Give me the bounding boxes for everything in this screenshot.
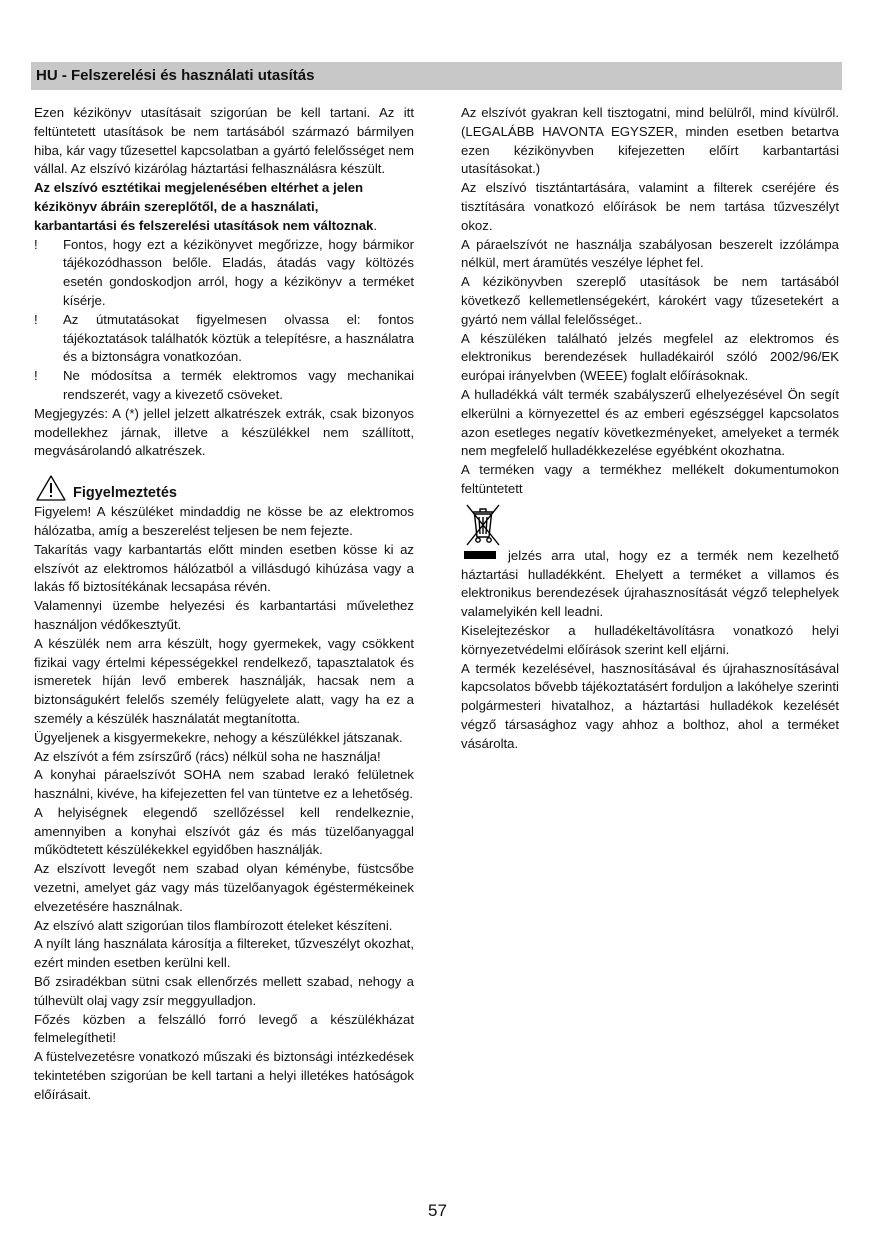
bullet-item	[34, 367, 414, 405]
black-bar-mark	[464, 551, 496, 559]
warning-paragraph: A nyílt láng használata károsítja a filtereket, tűzveszélyt okozhat, ezért minden esetben kerülni kell.	[34, 936, 414, 971]
warning-paragraph: Ügyeljenek a kisgyermekekre, nehogy a készülékkel játszanak.	[34, 729, 403, 745]
right-paragraph: A termék kezelésével, hasznosításával és újrahasznosításával kapcsolatos bővebb tájékoztatásért forduljon a lakóhelye szerinti polgármesteri hivatalhoz, a háztartási hulladékok kezelését végző társasághoz vagy ahhoz a bolthoz, ahol a terméket vásárolta.	[461, 660, 839, 751]
crossed-out-bin-icon	[463, 501, 503, 547]
right-paragraph: A hulladékká vált termék szabályszerű elhelyezésével Ön segít elkerülni a környezettel és az emberi egészséggel kapcsolatos azon esetleges negatív következményeket, amelyeket a termék nem megfelelő hulladékkezelése egyébként okozhatna.	[461, 386, 839, 459]
section-header-bar	[31, 62, 842, 90]
weee-symbol-wrap	[461, 501, 839, 547]
warning-paragraph: A konyhai páraelszívót SOHA nem szabad lerakó felületnek használni, kivéve, ha kifejezetten fel van tüntetve ez a lehetőség.	[34, 767, 414, 802]
intro-paragraph: Ezen kézikönyv utasításait szigorúan be kell tartani. Az itt feltüntetett utasítások be nem tartásából származó bármilyen hiba, kár vagy tűzesettel kapcsolatban a gyártó felelősséget nem vállal. Az elszívó kizárólag háztartási felhasználásra készült.	[34, 105, 414, 177]
right-paragraph: A készüléken található jelzés megfelel az elektromos és elektronikus berendezések hulladékairól szóló 2002/96/EK európai irányelvben (WEEE) foglalt előírásoknak.	[461, 330, 839, 384]
right-paragraph: Az elszívó tisztántartására, valamint a filterek cseréjére és tisztítására vonatkozó előírások be nem tartása tűzveszélyt okoz.	[461, 180, 839, 233]
warning-title: Figyelmeztetés	[73, 485, 177, 502]
warning-paragraph: Az elszívó alatt szigorúan tilos flambírozott ételeket készíteni.	[34, 917, 393, 933]
warning-paragraph: Bő zsiradékban sütni csak ellenőrzés mellett szabad, nehogy a túlhevült olaj vagy zsír meggyulladjon.	[34, 974, 414, 1008]
page-number: 57	[428, 1201, 447, 1220]
warning-paragraph: Az elszívott levegőt nem szabad olyan kéménybe, füstcsőbe vezetni, amelyet gáz vagy más tüzelőanyagok égéstermékeinek elvezetésére használnak.	[34, 861, 414, 914]
after-symbol-paragraph	[461, 547, 839, 622]
exclamation-mark: !	[34, 368, 38, 384]
bold-note-line-2: kézikönyv ábráin szereplőtől, de a használati,	[34, 198, 319, 214]
warning-paragraph: A helyiségnek elegendő szellőzéssel kell rendelkeznie, amennyiben a konyhai elszívót gáz és más tüzelőanyaggal működtetett készülékekkel egyidőben használják.	[34, 804, 414, 858]
warning-triangle-icon	[35, 474, 67, 502]
bullet-item	[34, 236, 414, 311]
right-paragraph: A páraelszívót ne használja szabályosan beszerelt izzólámpa nélkül, mert áramütés veszélye léphet fel.	[461, 236, 839, 271]
warning-paragraph: A füstelvezetésre vonatkozó műszaki és biztonsági intézkedések tekintetében szigorúan be kell tartani a helyi illetékes hatóságok előírásait.	[34, 1049, 414, 1102]
warning-paragraph: Valamennyi üzembe helyezési és karbantartási művelethez használjon védőkesztyűt.	[34, 598, 414, 632]
left-column	[34, 104, 414, 1105]
bullet-item	[34, 311, 414, 367]
warning-paragraph: Az elszívót a fém zsírszűrő (rács) nélkül soha ne használja!	[34, 748, 381, 764]
right-paragraph: A kézikönyvben szereplő utasítások be nem tartásából következő kellemetlenségekért, károkért vagy tűzesetekért a gyártó nem vállal felelősséget..	[461, 274, 839, 327]
bold-note-line-1: Az elszívó esztétikai megjelenésében eltérhet a jelen	[34, 180, 364, 196]
warning-paragraph: A készülék nem arra készült, hogy gyermekek, vagy csökkent fizikai vagy értelmi képességekkel rendelkező, tapasztalatok és ismeretek híján levő emberek használják, hacsak nem a biztonságukért felelős személy felügyelete alatt, vagy ha ez a személy a készülék használatát megtanította.	[34, 635, 414, 726]
exclamation-mark: !	[34, 236, 38, 252]
right-column	[461, 104, 839, 754]
after-symbol-text: jelzés arra utal, hogy ez a termék nem kezelhető háztartási hulladékként. Ehelyett a terméket a villamos és elektronikus berendezések újrahasznosítását végző telephelyek valamelyikén kell leadni.	[461, 547, 839, 620]
warning-paragraph: Főzés közben a felszálló forró levegő a készülékházat felmelegítheti!	[34, 1011, 414, 1046]
right-paragraph: Kiselejtezéskor a hulladékeltávolításra vonatkozó helyi környezetvédelmi előírások szerint kell eljárni.	[461, 622, 839, 657]
bold-note-line-3-wrap	[34, 217, 414, 236]
note-paragraph: Megjegyzés: A (*) jellel jelzett alkatrészek extrák, csak bizonyos modellekhez járnak, illetve a készülékkel nem szállított, megvásárolandó alkatrészek.	[34, 405, 414, 459]
bullet-text: Ne módosítsa a termék elektromos vagy mechanikai rendszerét, vagy a kivezető csöveket.	[63, 368, 414, 402]
right-paragraph: Az elszívót gyakran kell tisztogatni, mind belülről, mind kívülről. (LEGALÁBB HAVONTA EGYSZER, minden esetben betartva ezen kézikönyvben kifejezetten előírt karbantartási utasításokat.)	[461, 105, 839, 177]
bold-note-tail: .	[373, 217, 378, 233]
warning-heading	[34, 474, 414, 502]
bold-note-line-3: karbantartási és felszerelési utasítások nem változnak	[34, 217, 374, 233]
bullet-text: Az útmutatásokat figyelmesen olvassa el: fontos tájékoztatások találhatók köztük a telepítésre, a használatra és a biztonságra vonatkozóan.	[63, 311, 414, 365]
warning-paragraph: Figyelem! A készüléket mindaddig ne kösse be az elektromos hálózatba, amíg a beszerelést teljesen be nem fejezte.	[34, 504, 414, 538]
warning-paragraph: Takarítás vagy karbantartás előtt minden esetben kösse ki az elszívót az elektromos hálózatból a villásdugó kihúzása vagy a lakás fő biztosítékának lecsapása révén.	[34, 541, 414, 595]
section-title: HU - Felszerelési és használati utasítás	[36, 67, 315, 84]
right-paragraph: A terméken vagy a termékhez mellékelt dokumentumokon feltüntetett	[461, 462, 839, 496]
bullet-text: Fontos, hogy ezt a kézikönyvet megőrizze, hogy bármikor tájékozódhasson belőle. Eladás, átadás vagy költözés esetén gondoskodjon arról, hogy a kézikönyv a terméket kísérje.	[63, 236, 414, 308]
exclamation-mark: !	[34, 311, 38, 327]
